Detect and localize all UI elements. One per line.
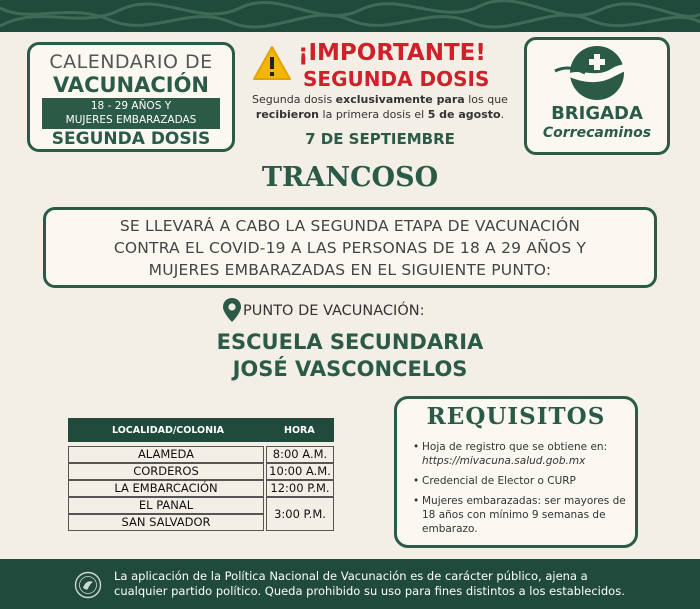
vaccination-point-label: PUNTO DE VACUNACIÓN: <box>243 303 425 319</box>
row-time: 12:00 P.M. <box>266 480 334 497</box>
requirements-list <box>413 440 629 542</box>
row-location: EL PANAL <box>68 497 264 514</box>
notice-box <box>43 207 657 288</box>
vaccination-date: 7 DE SEPTIEMBRE <box>305 130 455 148</box>
desc-part-bold: exclusivamente para <box>335 93 465 106</box>
row-time-merged: 3:00 P.M. <box>266 497 334 531</box>
notice-line2: CONTRA EL COVID-19 A LAS PERSONAS DE 18 A 29 AÑOS Y <box>113 239 587 257</box>
location-pin-icon <box>222 297 242 323</box>
warning-icon <box>252 45 292 81</box>
top-decorative-band <box>0 0 700 32</box>
notice-line1: SE LLEVARÁ A CABO LA SEGUNDA ETAPA DE VACUNACIÓN <box>119 217 581 235</box>
header-time: HORA <box>284 425 315 436</box>
row-location: CORDEROS <box>68 463 264 480</box>
calendar-age-line1: 18 - 29 AÑOS Y <box>90 100 172 112</box>
calendar-box <box>27 42 235 152</box>
brigada-box <box>524 37 670 155</box>
desc-part: . <box>500 108 505 121</box>
row-time: 10:00 A.M. <box>266 463 334 480</box>
calendar-title-line1: CALENDARIO DE <box>49 51 213 73</box>
schedule-body <box>68 442 334 528</box>
row-location: ALAMEDA <box>68 446 264 463</box>
requirement-item: • Mujeres embarazadas: ser mayores de 18 años con mínimo 9 semanas de embarazo. <box>413 494 629 536</box>
row-location: SAN SALVADOR <box>68 514 264 531</box>
venue-name-line2: JOSÉ VASCONCELOS <box>232 357 468 381</box>
requirements-box <box>394 396 638 548</box>
row-time: 8:00 A.M. <box>266 446 334 463</box>
important-subtitle: SEGUNDA DOSIS <box>303 67 490 91</box>
brigada-title: BRIGADA <box>551 103 643 124</box>
desc-part: los que <box>464 93 508 106</box>
calendar-age-band <box>42 98 220 129</box>
calendar-title-line2: VACUNACIÓN <box>52 73 210 97</box>
schedule-header <box>68 418 334 442</box>
brigada-subtitle: Correcaminos <box>542 125 652 141</box>
header-location: LOCALIDAD/COLONIA <box>112 425 224 436</box>
footer-line2: cualquier partido político. Queda prohibido su uso para fines distintos a los establecidos. <box>114 584 625 598</box>
desc-part: Segunda dosis <box>252 93 336 106</box>
requirements-title: REQUISITOS <box>426 403 606 430</box>
mexico-seal-icon <box>74 571 102 599</box>
location-title: TRANCOSO <box>261 162 439 193</box>
notice-line3: MUJERES EMBARAZADAS EN EL SIGUIENTE PUNTO: <box>148 261 552 279</box>
schedule-table <box>68 418 334 528</box>
important-title: ¡IMPORTANTE! <box>298 40 486 66</box>
desc-part-bold: recibieron <box>255 108 320 121</box>
important-description <box>246 92 514 122</box>
roadrunner-logo-icon <box>551 43 643 103</box>
registration-link[interactable]: https://mivacuna.salud.gob.mx <box>422 455 586 467</box>
footer-disclaimer <box>114 569 674 599</box>
requirement-item: • Credencial de Elector o CURP <box>413 474 629 488</box>
requirement-item <box>413 440 629 468</box>
desc-part-bold: 5 de agosto <box>427 108 501 121</box>
venue-name-line1: ESCUELA SECUNDARIA <box>216 330 484 354</box>
calendar-age-line2: MUJERES EMBARAZADAS <box>65 114 197 126</box>
leaf-pattern-icon <box>0 0 700 32</box>
row-location: LA EMBARCACIÓN <box>68 480 264 497</box>
requirement-text: Hoja de registro que se obtiene en: <box>422 441 608 453</box>
calendar-title-line3: SEGUNDA DOSIS <box>51 129 211 149</box>
desc-part: la primera dosis el <box>319 108 428 121</box>
footer-line1: La aplicación de la Política Nacional de Vacunación es de carácter público, ajena a <box>114 569 588 583</box>
